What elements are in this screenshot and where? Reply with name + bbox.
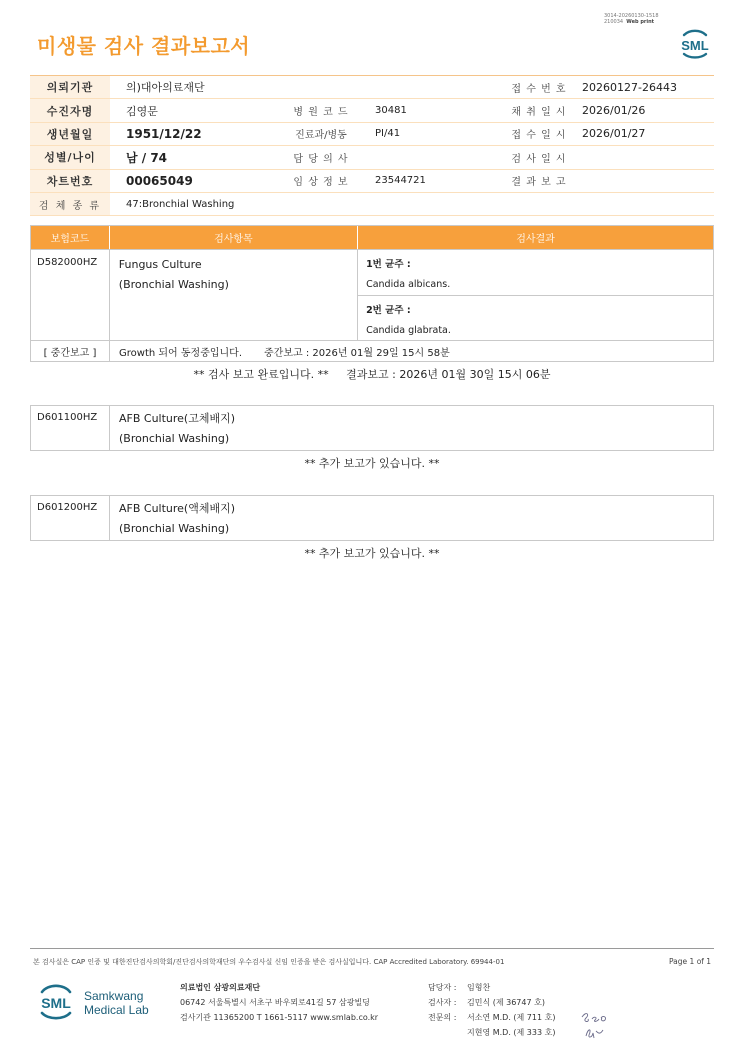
- exam-date-label: 검 사 일 시: [511, 153, 567, 165]
- afb-solid-item-line2: (Bronchial Washing): [119, 432, 230, 445]
- header-code: 보험코드: [31, 226, 110, 249]
- organism-1: [358, 250, 713, 295]
- info-row: [30, 99, 714, 122]
- brand-line1: Samkwang: [84, 989, 144, 1003]
- staff-list: [428, 980, 555, 1040]
- dept-value: PI/41: [375, 128, 401, 140]
- afb-solid-item-line1: AFB Culture(고체배지): [119, 412, 236, 425]
- organism-2: [358, 295, 713, 340]
- organism-2-name: Candida glabrata.: [366, 325, 451, 336]
- info-row: [30, 123, 714, 146]
- print-meta: [604, 13, 659, 25]
- staff-line: [428, 1025, 555, 1040]
- sml-footer-logo-text: SML: [41, 995, 71, 1011]
- staff-value: 지현영 M.D. (제 333 호): [467, 1028, 556, 1037]
- collect-date-label: 채 취 일 시: [511, 107, 567, 119]
- sml-logo-text: SML: [681, 38, 709, 53]
- staff-label: 검사자 :: [428, 998, 457, 1007]
- final-time: 결과보고 : 2026년 01월 30일 15시 06분: [346, 368, 551, 381]
- brand-line2: Medical Lab: [84, 1003, 149, 1017]
- fungus-code: D582000HZ: [31, 250, 110, 340]
- afb-liquid-code: D601200HZ: [31, 496, 110, 540]
- receipt-no-value: 20260127-26443: [582, 80, 677, 94]
- report-value: [579, 170, 714, 192]
- staff-label: [428, 1025, 467, 1040]
- info-row: [30, 170, 714, 193]
- dept-label: 진료과/병동: [295, 130, 347, 142]
- signature: [578, 1008, 614, 1042]
- afb-liquid-row: [30, 495, 714, 541]
- interim-time: 중간보고 : 2026년 01월 29일 15시 58분: [264, 347, 450, 359]
- birth-value: 1951/12/22: [126, 126, 202, 141]
- interim-label: [ 중간보고 ]: [31, 341, 110, 361]
- report-label: 결 과 보 고: [511, 177, 567, 189]
- brand-name: [84, 989, 149, 1017]
- organism-1-title: 1번 균주 :: [366, 259, 411, 270]
- fungus-row: [31, 249, 713, 340]
- chart-label: 차트번호: [30, 170, 110, 192]
- sex-age-label: 성별/나이: [30, 146, 110, 168]
- afb-solid-row: [30, 405, 714, 451]
- clinical-value: 23544721: [375, 175, 426, 187]
- afb-solid-code: D601100HZ: [31, 406, 110, 450]
- interim-note: [110, 341, 450, 361]
- chart-value: 00065049: [126, 173, 193, 188]
- institution-value: 의)대아의료재단: [126, 81, 205, 95]
- afb-solid-item: [110, 406, 235, 450]
- specimen-label: 검 체 종 류: [30, 193, 110, 215]
- complete-text: ** 검사 보고 완료입니다. **: [193, 368, 329, 381]
- staff-line: [428, 980, 555, 995]
- afb-liquid-item-line2: (Bronchial Washing): [119, 522, 230, 535]
- page-number: Page 1 of 1: [669, 957, 712, 966]
- afb-liquid-item-line1: AFB Culture(액체배지): [119, 502, 236, 515]
- clinical-label: 임 상 정 보: [293, 177, 349, 189]
- company-contact: 검사기관 11365200 T 1661-5117 www.smlab.co.kr: [180, 1013, 379, 1022]
- sml-footer-logo: [36, 981, 76, 1021]
- sex-age-value: 남 / 74: [126, 150, 168, 165]
- staff-value: 임형찬: [467, 983, 491, 992]
- staff-value: 서소연 M.D. (제 711 호): [467, 1013, 556, 1022]
- hospital-code-value: 30481: [375, 105, 407, 117]
- report-title: 미생물 검사 결과보고서: [37, 34, 251, 58]
- results-header: [31, 226, 713, 249]
- doctor-value: [361, 146, 499, 168]
- staff-label: 담당자 :: [428, 983, 457, 992]
- header-result: 검사결과: [516, 234, 555, 245]
- interim-text: Growth 되어 동정중입니다.: [119, 347, 243, 359]
- collect-date-value: 2026/01/26: [582, 104, 646, 118]
- doctor-label: 담 당 의 사: [293, 153, 349, 165]
- results-table: [30, 225, 714, 362]
- fungus-item: [110, 250, 358, 340]
- institution-label: 의뢰기관: [30, 76, 110, 98]
- staff-line: [428, 995, 555, 1010]
- exam-date-value: [579, 146, 714, 168]
- company-name: 의료법인 삼광의료재단: [180, 983, 261, 992]
- info-row: [30, 76, 714, 99]
- print-meta-line2: 210034 Web print: [604, 19, 655, 25]
- footer-divider: [30, 948, 714, 949]
- company-address: 06742 서울특별시 서초구 바우뫼로41길 57 삼광빌딩: [180, 998, 370, 1007]
- receipt-no-label: 접 수 번 호: [511, 83, 567, 95]
- staff-line: [428, 1010, 555, 1025]
- final-report-line: [30, 366, 714, 382]
- header-item: 검사항목: [110, 226, 358, 249]
- name-value: 김영문: [126, 104, 158, 118]
- staff-value: 김민식 (제 36747 호): [467, 998, 545, 1007]
- specimen-value: 47:Bronchial Washing: [126, 198, 235, 210]
- interim-report-row: [31, 340, 713, 361]
- organism-1-name: Candida albicans.: [366, 279, 451, 290]
- accreditation-note: 본 검사실은 CAP 인증 및 대한진단검사의학회/진단검사의학재단의 우수검사실 신임 인증을 받은 검사실입니다. CAP Accredited Laboratory. 69944-01: [33, 958, 505, 966]
- company-info: [180, 980, 378, 1025]
- patient-info-grid: [30, 75, 714, 216]
- info-row: [30, 146, 714, 169]
- receipt-date-value: 2026/01/27: [582, 127, 646, 141]
- hospital-code-label: 병 원 코 드: [293, 107, 349, 119]
- fungus-result: [358, 250, 713, 340]
- fungus-item-line2: (Bronchial Washing): [118, 278, 229, 291]
- info-row: [30, 193, 714, 216]
- birth-label: 생년월일: [30, 123, 110, 145]
- fungus-item-line1: Fungus Culture: [118, 258, 202, 271]
- print-meta-line1: 3014-20260130-1518: [604, 13, 659, 19]
- organism-2-title: 2번 균주 :: [366, 305, 411, 316]
- name-label: 수진자명: [30, 99, 110, 121]
- sml-logo: [676, 26, 714, 62]
- afb-solid-note: ** 추가 보고가 있습니다. **: [304, 457, 440, 470]
- receipt-date-label: 접 수 일 시: [511, 130, 567, 142]
- afb-liquid-note: ** 추가 보고가 있습니다. **: [304, 547, 440, 560]
- afb-liquid-item: [110, 496, 235, 540]
- staff-label: 전문의 :: [428, 1013, 457, 1022]
